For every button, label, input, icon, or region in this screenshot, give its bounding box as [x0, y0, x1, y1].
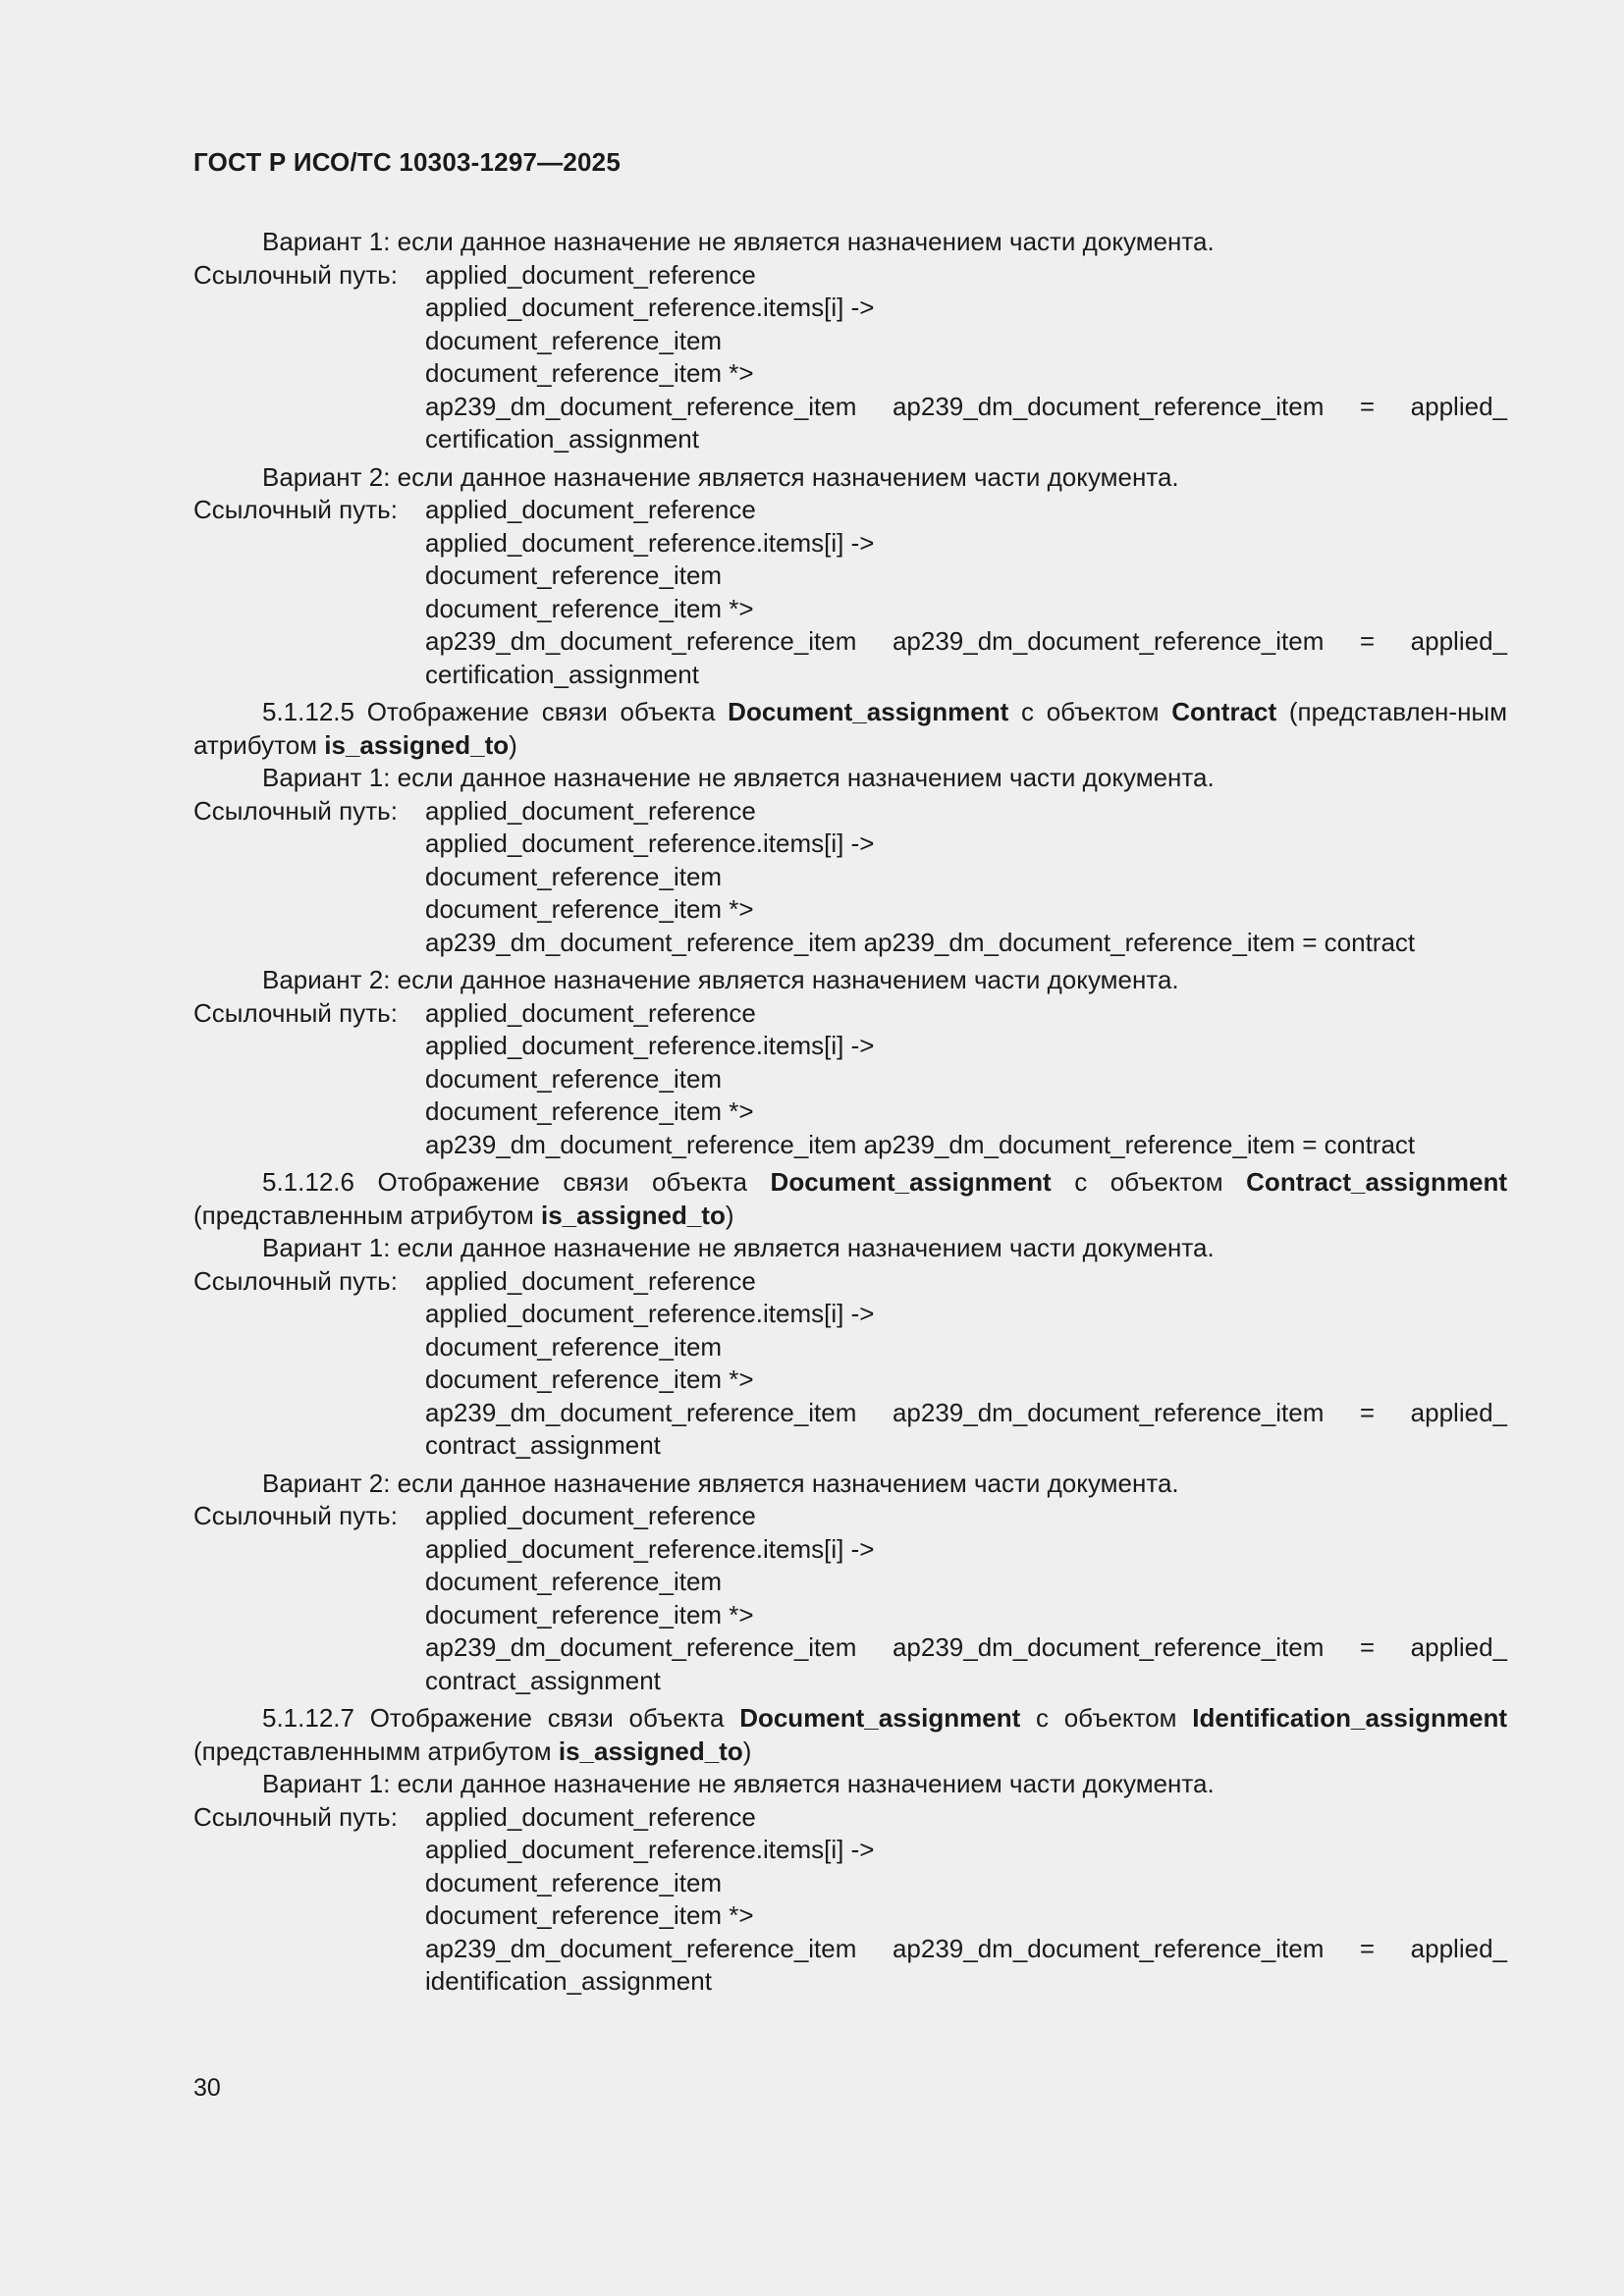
reference-path	[193, 795, 1507, 960]
path-line: applied_document_reference.items[i] ->	[425, 828, 875, 858]
path-line: contract_assignment	[425, 1430, 661, 1460]
reference-path-label: Ссылочный путь:	[193, 259, 398, 290]
reference-path	[193, 1801, 1507, 1999]
standard-header: ГОСТ Р ИСО/ТС 10303-1297—2025	[193, 147, 622, 177]
entity-name: Contract_assignment	[1246, 1167, 1507, 1197]
section-text: )	[742, 1735, 752, 1766]
reference-path	[193, 259, 1507, 456]
path-line: applied_document_reference.items[i] ->	[425, 1835, 875, 1864]
path-line: document_reference_item *>	[425, 593, 754, 623]
section-number: 5.1.12.6	[262, 1167, 354, 1197]
variant-1-text: Вариант 1: если данное назначение не является назначением части документа.	[262, 227, 1215, 256]
path-line: ap239_dm_document_reference_item ap239_dm_document_reference_item = applied_	[425, 1632, 1507, 1662]
section-text: (представленнымм атрибутом	[193, 1735, 559, 1766]
reference-path	[193, 494, 1507, 691]
path-line: applied_document_reference.items[i] ->	[425, 1031, 875, 1060]
variant-2-text: Вариант 2: если данное назначение является назначением части документа.	[262, 965, 1179, 994]
section-text: с объектом	[1008, 697, 1172, 726]
path-line: document_reference_item *>	[425, 894, 754, 924]
section-text: )	[509, 729, 517, 760]
path-line: ap239_dm_document_reference_item ap239_dm_document_reference_item = applied_	[425, 1397, 1507, 1427]
reference-path-label: Ссылочный путь:	[193, 1265, 398, 1296]
path-line: document_reference_item	[425, 1063, 723, 1094]
reference-path	[193, 1265, 1507, 1463]
reference-path-lines	[425, 1801, 1507, 1999]
path-line: contract_assignment	[425, 1665, 661, 1695]
entity-name: Document_assignment	[728, 697, 1009, 726]
reference-path-label: Ссылочный путь:	[193, 1501, 398, 1530]
variant-1-text: Вариант 1: если данное назначение не является назначением части документа.	[262, 1769, 1215, 1798]
path-line: applied_document_reference	[425, 1801, 756, 1832]
entity-name: Identification_assignment	[1192, 1703, 1507, 1733]
path-line: applied_document_reference.items[i] ->	[425, 1533, 875, 1564]
path-line: document_reference_item	[425, 1867, 723, 1897]
reference-path	[193, 1500, 1507, 1697]
path-line: document_reference_item	[425, 1567, 723, 1596]
reference-path	[193, 997, 1507, 1162]
path-line: ap239_dm_document_reference_item ap239_dm_document_reference_item = applied_	[425, 626, 1507, 656]
path-line: applied_document_reference	[425, 1501, 756, 1530]
section-text: )	[725, 1200, 734, 1230]
reference-path-label: Ссылочный путь:	[193, 997, 398, 1028]
entity-name: Document_assignment	[739, 1703, 1021, 1733]
section-text: Отображение связи объекта	[353, 1167, 771, 1197]
section-heading-5-1-12-5	[193, 696, 1507, 762]
path-line: applied_document_reference.items[i] ->	[425, 1299, 875, 1328]
path-line: applied_document_reference	[425, 495, 756, 524]
attribute-name: is_assigned_to	[558, 1735, 743, 1766]
page-number: 30	[193, 2074, 221, 2102]
section-number: 5.1.12.7	[262, 1703, 354, 1733]
section-text: (представлен-ным атрибутом	[193, 697, 1507, 760]
variant-1-text: Вариант 1: если данное назначение не является назначением части документа.	[262, 763, 1215, 792]
reference-path-lines	[425, 1500, 1507, 1697]
path-line: document_reference_item *>	[425, 1599, 754, 1629]
reference-path-lines	[425, 795, 1507, 960]
path-line: applied_document_reference	[425, 1265, 756, 1296]
section-text: Отображение связи объекта	[353, 1703, 740, 1733]
path-line: applied_document_reference	[425, 259, 756, 290]
attribute-name: is_assigned_to	[540, 1200, 726, 1230]
section-text: с объектом	[1020, 1703, 1193, 1733]
path-line: document_reference_item *>	[425, 358, 754, 388]
path-line: document_reference_item *>	[425, 1900, 754, 1930]
path-line: ap239_dm_document_reference_item ap239_dm_document_reference_item = applied_	[425, 1933, 1507, 1963]
reference-path-label: Ссылочный путь:	[193, 795, 398, 826]
path-line: ap239_dm_document_reference_item ap239_dm_document_reference_item = contract	[425, 927, 1416, 957]
variant-2-text: Вариант 2: если данное назначение является назначением части документа.	[262, 1468, 1179, 1498]
path-line: document_reference_item *>	[425, 1096, 754, 1126]
path-line: document_reference_item	[425, 561, 723, 590]
path-line: identification_assignment	[425, 1966, 712, 1996]
section-text: с объектом	[1051, 1167, 1247, 1197]
path-line: ap239_dm_document_reference_item ap239_dm_document_reference_item = contract	[425, 1129, 1416, 1159]
path-line: document_reference_item	[425, 325, 723, 355]
reference-path-lines	[425, 259, 1507, 456]
section-text: Отображение связи объекта	[353, 697, 729, 726]
path-line: certification_assignment	[425, 659, 699, 689]
document-body	[193, 226, 1507, 1999]
entity-name: Document_assignment	[770, 1167, 1052, 1197]
path-line: applied_document_reference.items[i] ->	[425, 293, 875, 322]
section-number: 5.1.12.5	[262, 697, 354, 726]
path-line: certification_assignment	[425, 424, 699, 454]
reference-path-lines	[425, 997, 1507, 1162]
reference-path-lines	[425, 494, 1507, 691]
reference-path-lines	[425, 1265, 1507, 1463]
variant-2-text: Вариант 2: если данное назначение является назначением части документа.	[262, 461, 1179, 492]
reference-path-label: Ссылочный путь:	[193, 495, 398, 524]
path-line: document_reference_item *>	[425, 1364, 754, 1394]
path-line: ap239_dm_document_reference_item ap239_dm_document_reference_item = applied_	[425, 391, 1507, 421]
path-line: applied_document_reference.items[i] ->	[425, 527, 875, 558]
path-line: document_reference_item	[425, 1331, 723, 1362]
section-heading-5-1-12-6	[193, 1166, 1507, 1232]
variant-1-text: Вариант 1: если данное назначение не является назначением части документа.	[262, 1233, 1215, 1262]
entity-name: Contract	[1171, 697, 1277, 726]
path-line: applied_document_reference	[425, 997, 756, 1028]
attribute-name: is_assigned_to	[324, 729, 510, 760]
reference-path-label: Ссылочный путь:	[193, 1801, 398, 1832]
path-line: applied_document_reference	[425, 795, 756, 826]
path-line: document_reference_item	[425, 861, 723, 891]
section-text: (представленным атрибутом	[193, 1200, 541, 1230]
section-heading-5-1-12-7	[193, 1702, 1507, 1768]
